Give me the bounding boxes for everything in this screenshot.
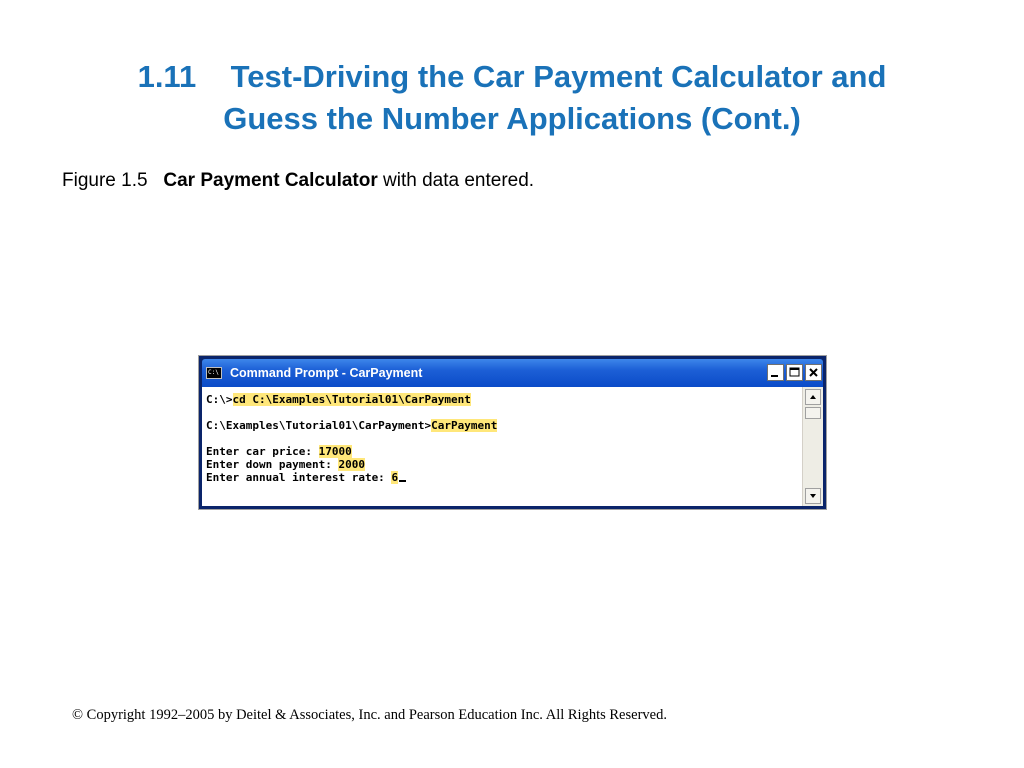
console-line bbox=[206, 458, 797, 471]
close-button[interactable] bbox=[805, 364, 822, 381]
console-line bbox=[206, 419, 797, 432]
slide-title-line-2: Guess the Number Applications (Cont.) bbox=[223, 101, 801, 136]
window-title: Command Prompt - CarPayment bbox=[230, 366, 423, 380]
maximize-icon bbox=[787, 365, 802, 380]
console-text bbox=[206, 393, 797, 484]
vertical-scrollbar[interactable] bbox=[802, 387, 823, 506]
typed-command: CarPayment bbox=[431, 419, 498, 432]
typed-value: 17000 bbox=[318, 445, 352, 458]
figure-caption bbox=[62, 170, 534, 192]
figure-caption-rest: with data entered. bbox=[377, 170, 535, 191]
arrow-up-icon bbox=[806, 390, 820, 404]
console-output[interactable] bbox=[202, 387, 823, 506]
maximize-button[interactable] bbox=[786, 364, 803, 381]
console-line bbox=[206, 471, 797, 484]
typed-value: 6 bbox=[391, 471, 399, 484]
figure-caption-app-name: Car Payment Calculator bbox=[163, 170, 378, 191]
scroll-up-button[interactable] bbox=[805, 389, 821, 405]
typed-command: cd C:\Examples\Tutorial01\CarPayment bbox=[232, 393, 471, 406]
close-icon bbox=[806, 365, 821, 380]
typed-value: 2000 bbox=[338, 458, 365, 471]
minimize-button[interactable] bbox=[767, 364, 784, 381]
prompt-text: C:\Examples\Tutorial01\CarPayment> bbox=[206, 419, 432, 432]
scroll-thumb[interactable] bbox=[805, 407, 821, 419]
window-titlebar[interactable] bbox=[202, 359, 823, 387]
figure-label: Figure 1.5 bbox=[62, 170, 148, 191]
cmd-icon[interactable]: C:\ bbox=[206, 367, 222, 379]
prompt-text: Enter car price: bbox=[206, 445, 319, 458]
console-blank-line bbox=[206, 432, 797, 445]
prompt-text: C:\> bbox=[206, 393, 233, 406]
slide-title bbox=[0, 56, 1024, 140]
console-line bbox=[206, 445, 797, 458]
text-cursor bbox=[399, 480, 406, 482]
slide-title-line-1: 1.11 Test-Driving the Car Payment Calculator and bbox=[137, 59, 887, 94]
prompt-text: Enter annual interest rate: bbox=[206, 471, 392, 484]
copyright-notice: © Copyright 1992–2005 by Deitel & Associates, Inc. and Pearson Education Inc. All Rights Reserved. bbox=[72, 707, 667, 723]
command-prompt-window[interactable] bbox=[198, 355, 827, 510]
console-blank-line bbox=[206, 406, 797, 419]
arrow-down-icon bbox=[806, 489, 820, 503]
minimize-icon bbox=[768, 365, 783, 380]
scroll-down-button[interactable] bbox=[805, 488, 821, 504]
prompt-text: Enter down payment: bbox=[206, 458, 339, 471]
console-line bbox=[206, 393, 797, 406]
